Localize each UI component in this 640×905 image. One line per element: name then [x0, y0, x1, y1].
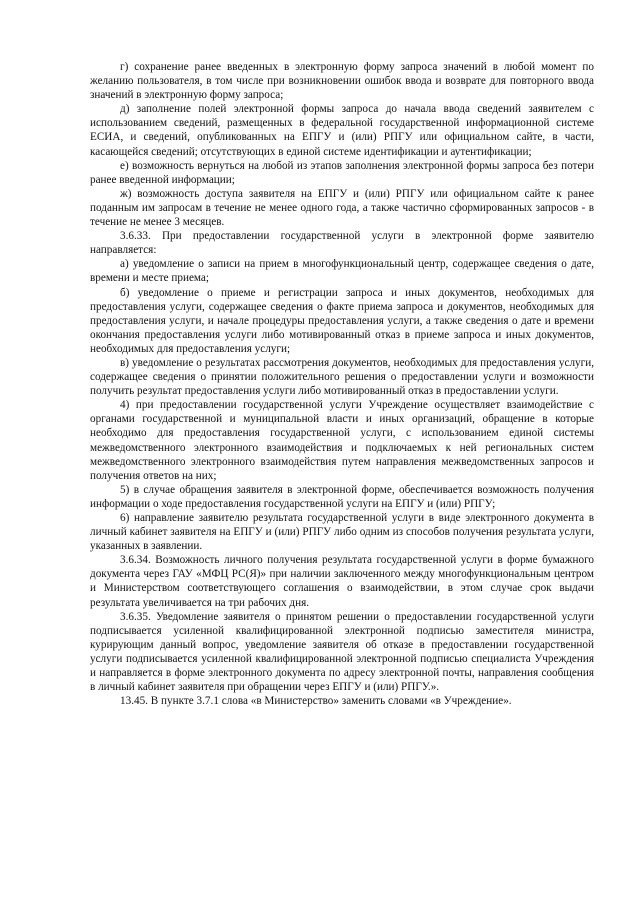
- paragraph-3-6-35: 3.6.35. Уведомление заявителя о принятом решении о предоставлении государственной услуги подписывается усиленной квалифицированной электронной подписью заместителя министра, курирующим данный вопрос, уведомление заявителя об отказе в предоставлении государственной услуги подписывается усиленной квалифицированной электронной подписью специалиста Учреждения и направляется в форме электронного документа по адресу электронной почты, направления сообщения в личный кабинет заявителя при обращении через ЕПГУ и (или) РПГУ.».: [90, 610, 594, 694]
- paragraph-item-6: 6) направление заявителю результата государственной услуги в виде электронного документа в личный кабинет заявителя на ЕПГУ и (или) РПГУ либо одним из способов получения результата услуги, указанных в заявлении.: [90, 512, 594, 553]
- document-page: [90, 60, 594, 708]
- paragraph-v: в) уведомление о результатах рассмотрения документов, необходимых для предоставления услуги, содержащее сведения о принятии положительного решения о предоставлении услуги и возможности получить результат предоставления услуги либо мотивированный отказ в предоставлении услуги.: [90, 356, 594, 398]
- paragraph-13-45: 13.45. В пункте 3.7.1 слова «в Министерство» заменить словами «в Учреждение».: [120, 695, 512, 708]
- paragraph-g: г) сохранение ранее введенных в электронную форму запроса значений в любой момент по желанию пользователя, в том числе при возникновении ошибок ввода и возврате для повторного ввода значений в электронную форму запроса;: [90, 61, 594, 102]
- paragraph-3-6-34: 3.6.34. Возможность личного получения результата государственной услуги в форме бумажного документа через ГАУ «МФЦ РС(Я)» при наличии заключенного между многофункциональным центром и Министерством соответствующего соглашения о взаимодействии, в этом случае срок выдачи результата увеличивается на три рабочих дня.: [90, 554, 594, 609]
- paragraph-item-5: 5) в случае обращения заявителя в электронной форме, обеспечивается возможность получения информации о ходе предоставления государственной услуги на ЕПГУ и (или) РПГУ;: [90, 483, 594, 510]
- paragraph-b: б) уведомление о приеме и регистрации запроса и иных документов, необходимых для предоставления услуги, содержащее сведения о факте приема запроса и документов, необходимых для предоставления услуги, и начале процедуры предоставления услуги, а также сведения о дате и времени окончания предоставления услуги либо мотивированный отказ в приеме запроса и иных документов, необходимых для предоставления услуги;: [90, 286, 594, 355]
- paragraph-d: д) заполнение полей электронной формы запроса до начала ввода сведений заявителем с использованием сведений, размещенных в федеральной государственной информационной системе ЕСИА, и сведений, опубликованных на ЕПГУ и (или) РПГУ или официальном сайте, в части, касающейся сведений; отсутствующих в единой системе идентификации и аутентификации;: [90, 103, 594, 158]
- paragraph-zh: ж) возможность доступа заявителя на ЕПГУ и (или) РПГУ или официальном сайте к ранее поданным им запросам в течение не менее одного года, а также частично сформированных запросов - в течение не менее 3 месяцев.: [90, 187, 594, 229]
- paragraph-3-6-33: 3.6.33. При предоставлении государственной услуги в электронной форме заявителю направляется:: [90, 230, 594, 257]
- paragraph-item-4: 4) при предоставлении государственной услуги Учреждение осуществляет взаимодействие с органами государственной и муниципальной власти и иных организаций, обращение в которые необходимо для предоставления государственной услуги, с использованием единой системы межведомственного электронного взаимодействия и подключаемых к ней региональных систем межведомственного электронного взаимодействия путем направления межведомственных запросов и получения ответов на них;: [90, 399, 594, 482]
- paragraph-a: а) уведомление о записи на прием в многофункциональный центр, содержащее сведения о дате, времени и месте приема;: [90, 258, 594, 285]
- paragraph-e: е) возможность вернуться на любой из этапов заполнения электронной формы запроса без потери ранее введенной информации;: [90, 159, 594, 186]
